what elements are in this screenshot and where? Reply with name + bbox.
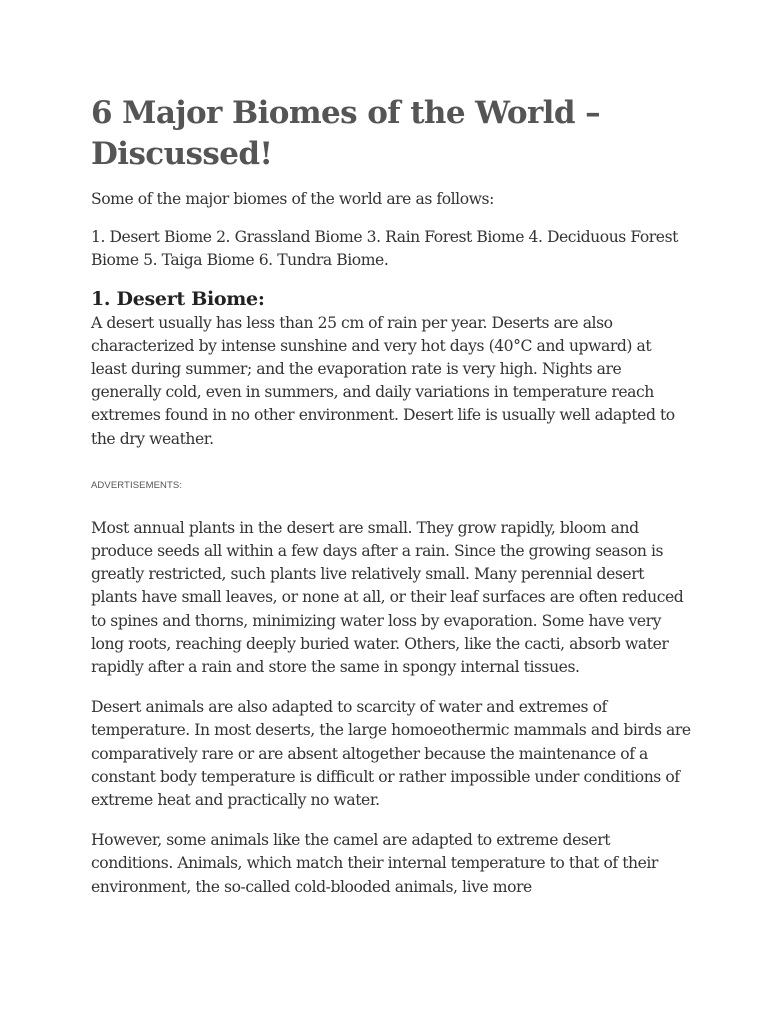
desert-paragraph-3: Desert animals are also adapted to scarcity of water and extremes of temperature. In most deserts, the large homoeothermic mammals and birds are comparatively rare or are absent altogether because the maintenance of a constant body temperature is difficult or rather impossible under conditions of extreme heat and practically no water.	[91, 698, 691, 810]
intro-paragraph: Some of the major biomes of the world are as follows:	[91, 190, 494, 208]
advertisements-label: ADVERTISEMENTS:	[91, 479, 183, 491]
section-heading-desert-biome: 1. Desert Biome:	[91, 287, 265, 310]
biome-list-paragraph: 1. Desert Biome 2. Grassland Biome 3. Rain Forest Biome 4. Deciduous Forest Biome 5. Taiga Biome 6. Tundra Biome.	[91, 228, 678, 270]
desert-paragraph-2: Most annual plants in the desert are small. They grow rapidly, bloom and produce seeds all within a few days after a rain. Since the growing season is greatly restricted, such plants live relatively small. Many perennial desert plants have small leaves, or none at all, or their leaf surfaces are often reduced to spines and thorns, minimizing water loss by evaporation. Some have very long roots, reaching deeply buried water. Others, like the cacti, absorb water rapidly after a rain and store the same in spongy internal tissues.	[91, 518, 684, 677]
desert-paragraph-4: However, some animals like the camel are adapted to extreme desert conditions. Animals, which match their internal temperature to that of their environment, the so-called cold-blooded animals, live more	[91, 831, 658, 896]
page-title: 6 Major Biomes of the World – Discussed!	[91, 95, 601, 172]
desert-paragraph-1: A desert usually has less than 25 cm of rain per year. Deserts are also characterized by intense sunshine and very hot days (40°C and upward) at least during summer; and the evaporation rate is very high. Nights are generally cold, even in summers, and daily variations in temperature reach extremes found in no other environment. Desert life is usually well adapted to the dry weather.	[91, 313, 675, 448]
article	[91, 93, 691, 899]
